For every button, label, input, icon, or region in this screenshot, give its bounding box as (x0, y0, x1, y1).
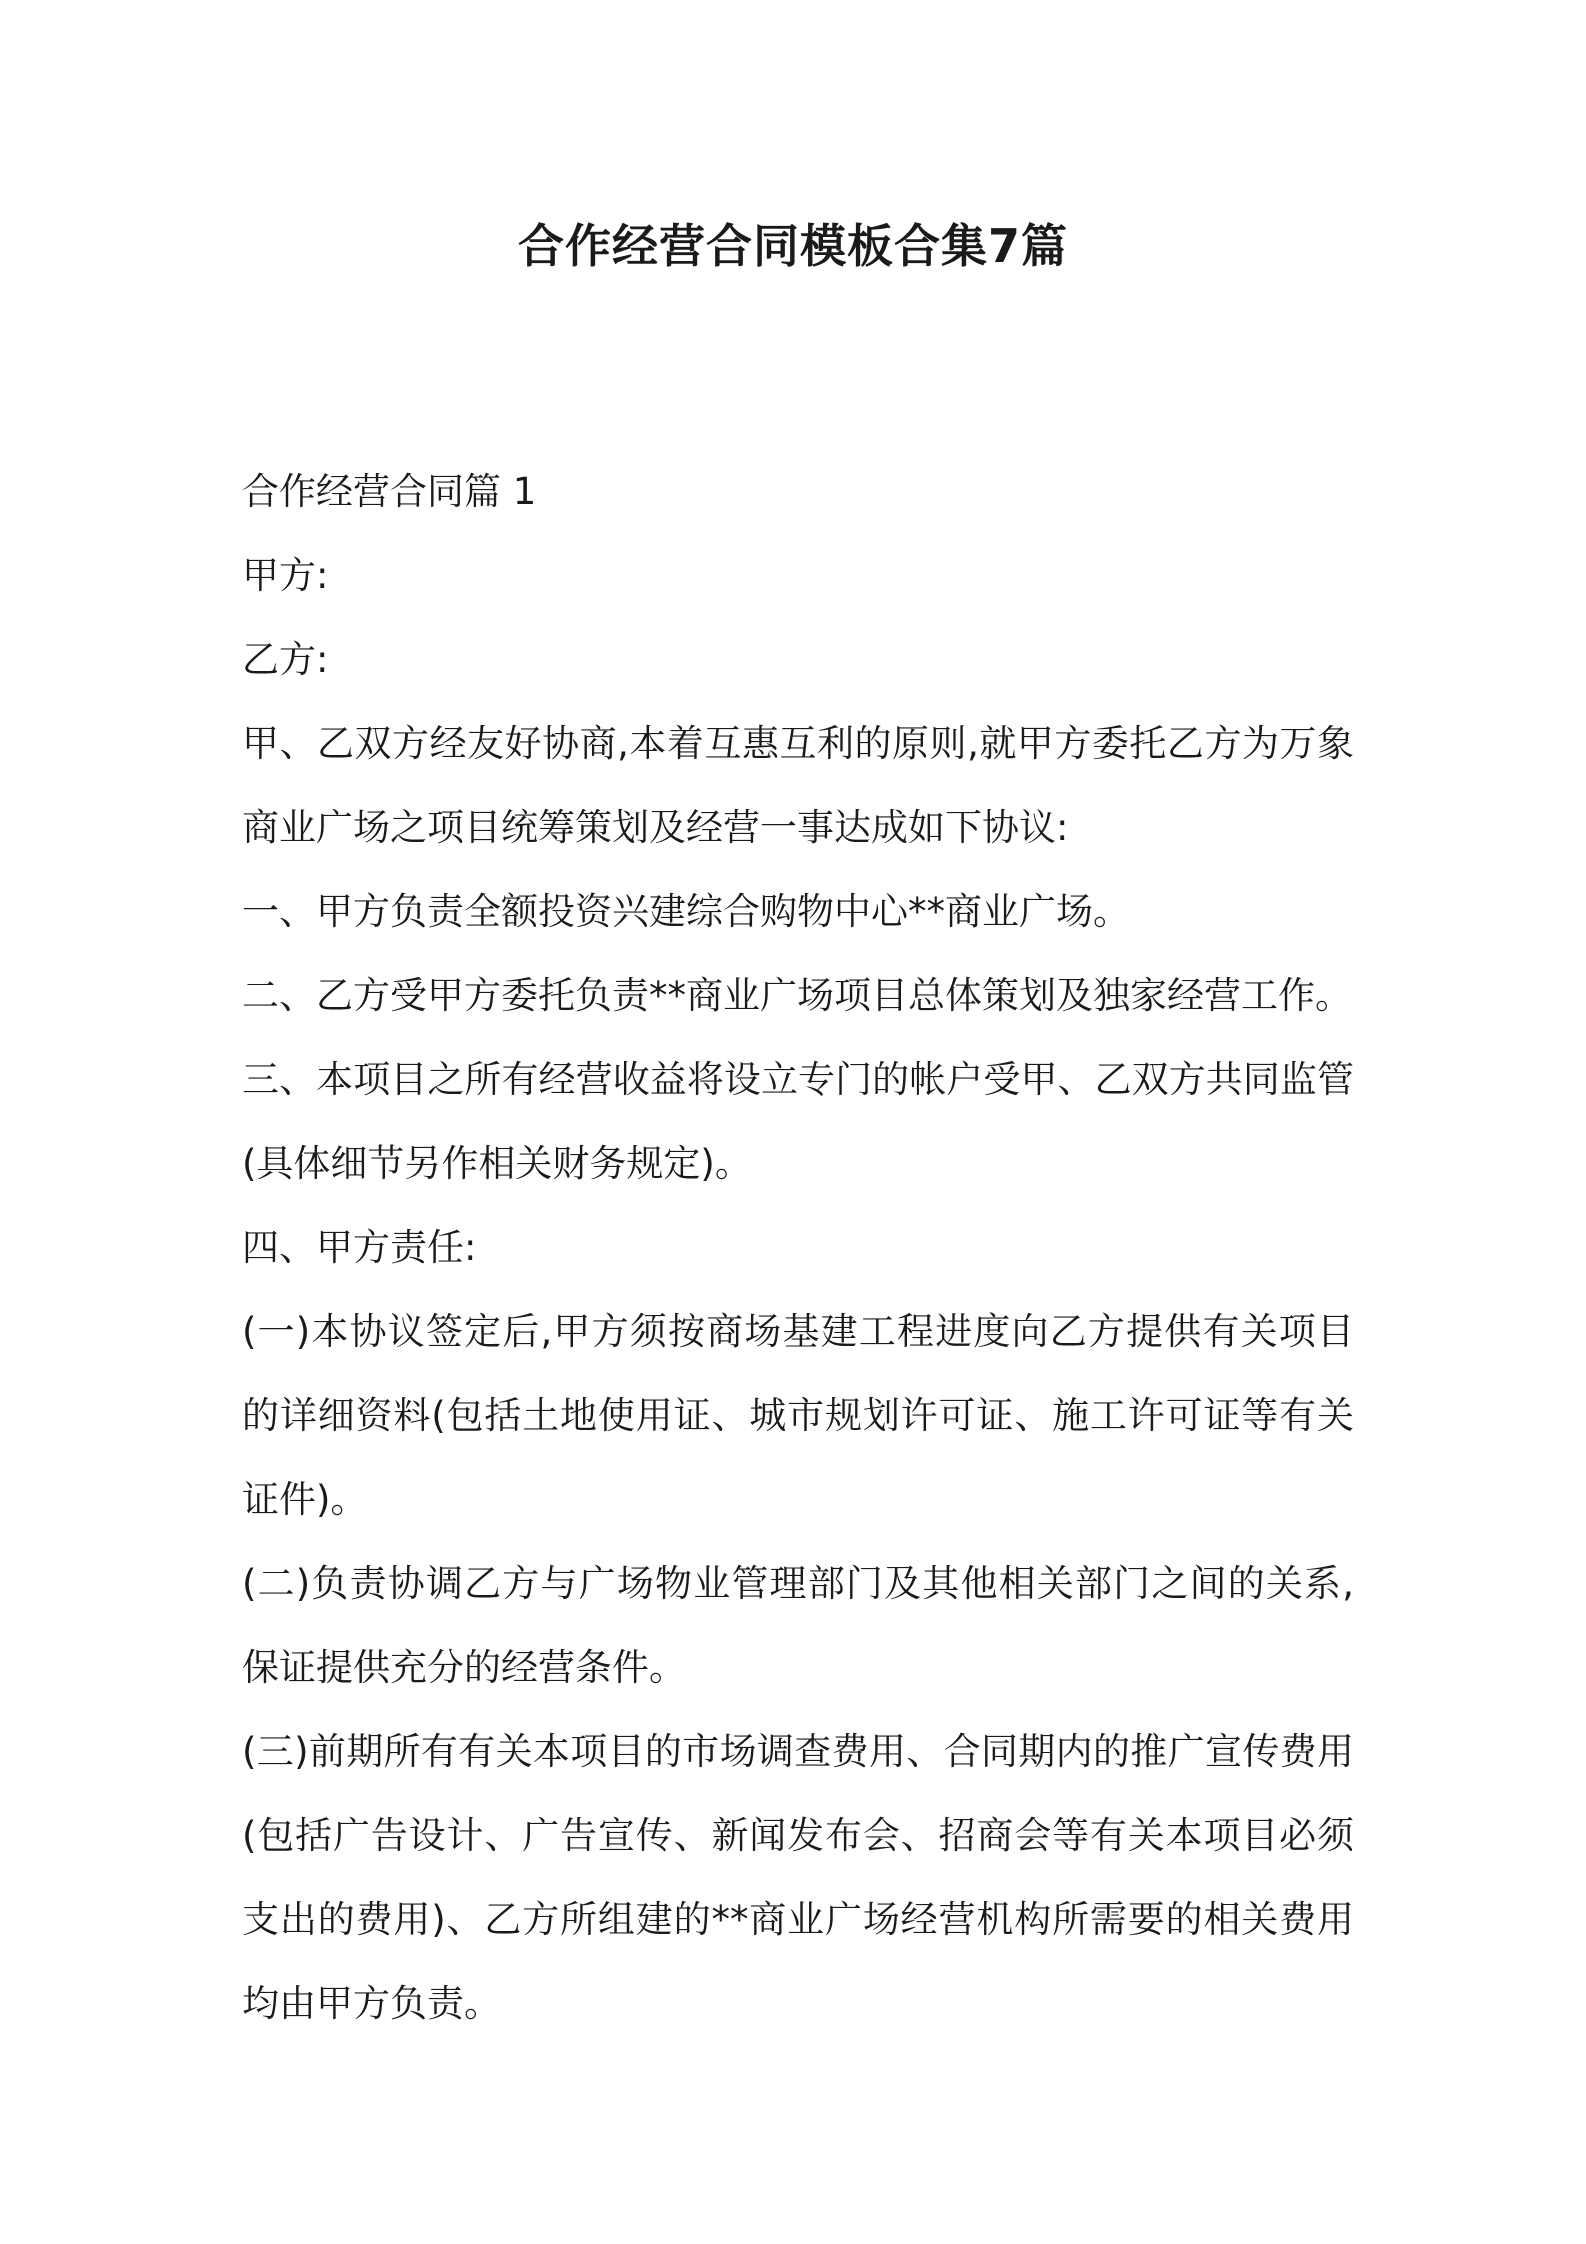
party-b-line: 乙方: (242, 638, 329, 681)
paragraph: (三)前期所有有关本项目的市场调查费用、合同期内的推广宣传费用(包括广告设计、广告宣传、新闻发布会、招商会等有关本项目必须支出的费用)、乙方所组建的**商业广场经营机构所需要的相关费用均由甲方负责。 (242, 1730, 1354, 2025)
document-title: 合作经营合同模板合集7篇 (517, 219, 1068, 273)
paragraph: 甲、乙双方经友好协商,本着互惠互利的原则,就甲方委托乙方为万象商业广场之项目统筹策划及经营一事达成如下协议: (242, 722, 1354, 849)
paragraph: 三、本项目之所有经营收益将设立专门的帐户受甲、乙双方共同监管(具体细节另作相关财务规定)。 (242, 1058, 1354, 1185)
paragraph: (二)负责协调乙方与广场物业管理部门及其他相关部门之间的关系,保证提供充分的经营条件。 (242, 1562, 1354, 1689)
party-a-line: 甲方: (242, 554, 329, 597)
paragraph: 一、甲方负责全额投资兴建综合购物中心**商业广场。 (242, 890, 1130, 933)
paragraph: 四、甲方责任: (242, 1226, 477, 1269)
section-heading: 合作经营合同篇 1 (242, 470, 537, 513)
paragraph: 二、乙方受甲方委托负责**商业广场项目总体策划及独家经营工作。 (242, 974, 1352, 1017)
document-body (242, 450, 1354, 2046)
paragraph: (一)本协议签定后,甲方须按商场基建工程进度向乙方提供有关项目的详细资料(包括土地使用证、城市规划许可证、施工许可证等有关证件)。 (242, 1310, 1354, 1521)
